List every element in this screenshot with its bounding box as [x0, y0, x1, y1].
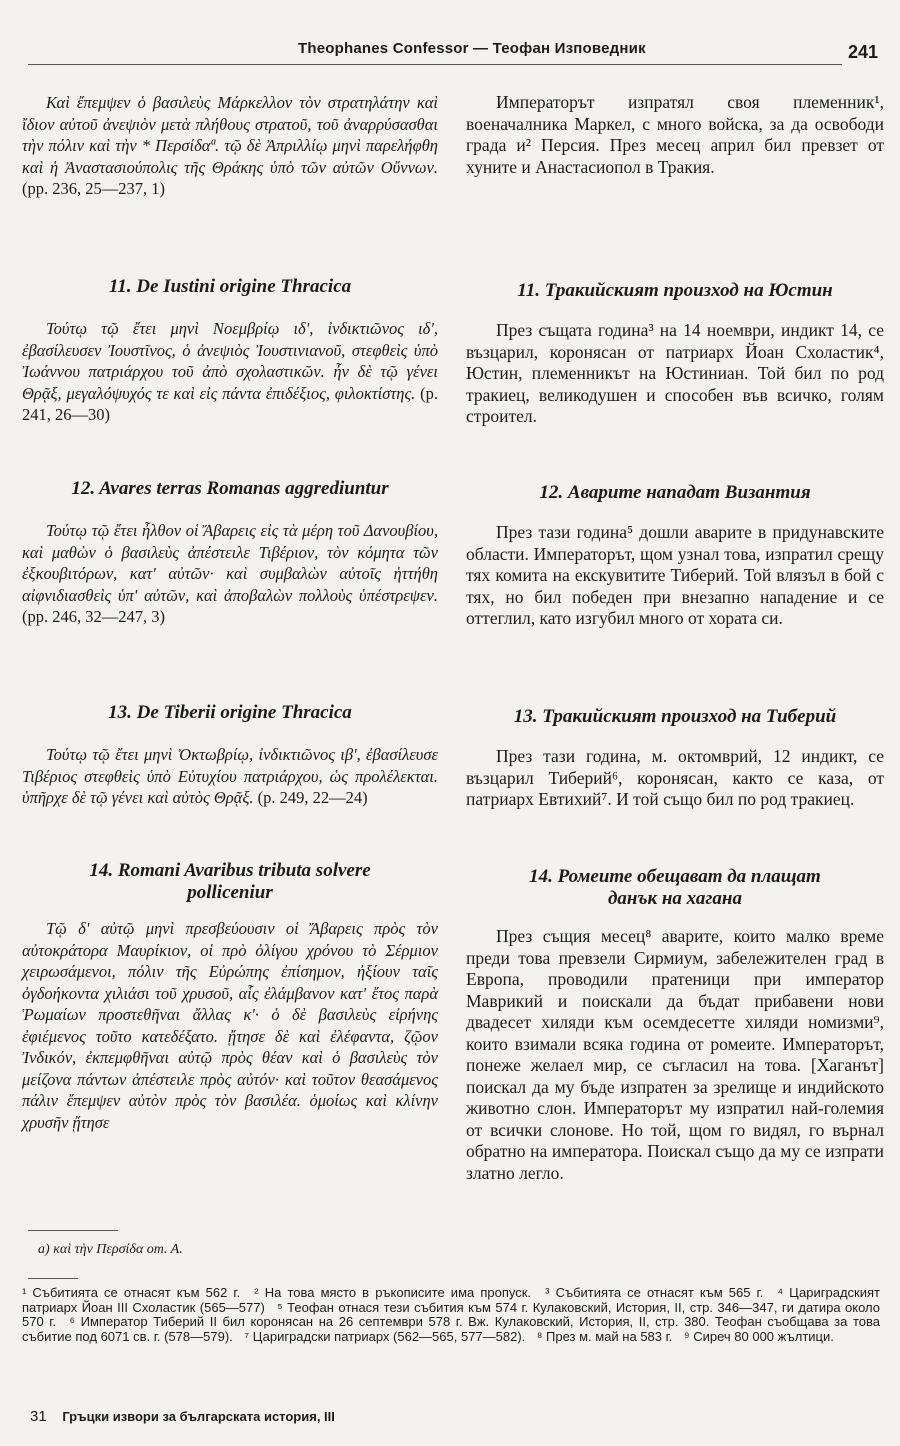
section-12-bg [466, 482, 884, 630]
section-13-bg-text: През тази година, м. октомврий, 12 индикт, се възцарил Тиберий⁶, коронясан, както се каза, от патриарх Евтихий⁷. И той също бил по род тракиец. [466, 746, 884, 809]
section-11-greek [22, 276, 438, 426]
printer-signature [30, 1408, 335, 1425]
section-12-greek [22, 478, 438, 628]
header-rule [28, 64, 842, 65]
intro-greek-ref: (pp. 236, 25—237, 1) [22, 179, 165, 198]
footnote-rule [28, 1278, 78, 1279]
section-14-latin-heading: 14. Romani Avaribus tributa solvere polliceniur [89, 860, 371, 903]
section-14-bg-heading: 14. Ромеите обещават да плащат данък на хагана [529, 866, 821, 909]
section-14-bg-text: През същия месец⁸ аварите, които малко време преди това превзели Сирмиум, забележителен град в Европа, проводили пратеници при император Маврикий и поискали да бъдат прибавени нови двадесет хиляди към осемдесетте хиляди номизми⁹, които взимали всяка година от ромеите. Императорът, понеже желаел мир, се съгласил на това. [Хаганът] поискал да му бъде изпратен за зрелище и индийското животно слон. Императорът му изпратил най-големия от всички слонове. Но той, щом го видял, го върнал обратно на императора. Поискал също да му се изпрати златно легло. [466, 926, 884, 1183]
section-12-latin-heading: 12. Avares terras Romanas aggrediuntur [71, 478, 389, 499]
footnote-5: ⁵ Теофан отнася тези събития към 574 г. Кулаковский, История, II, стр. 346—347, ги датира около 570 г. [22, 1299, 880, 1329]
page-number: 241 [847, 42, 878, 62]
section-11-bg-heading: 11. Тракийският произход на Юстин [517, 280, 833, 301]
section-12-bg-heading: 12. Аварите нападат Византия [539, 482, 811, 503]
footnote-2: ² На това място в ръкописите има пропуск. [254, 1285, 532, 1300]
signature-text: Гръцки извори за българската история, III [62, 1409, 335, 1424]
section-13-bg-heading: 13. Тракийският произход на Тиберий [513, 706, 837, 727]
section-11-bg-text: През същата година³ на 14 ноември, индикт 14, се възцарил, коронясан от патриарх Йоан Схоластик⁴, Юстин, племенникът на Юстиниан. Той бил по род тракиец, великодушен и способен във всичко, голям строител. [466, 320, 884, 426]
signature-number: 31 [30, 1408, 47, 1425]
section-13-greek [22, 702, 438, 809]
section-13-bg [466, 706, 884, 811]
section-11-greek-text: Τούτῳ τῷ ἔτει μηνὶ Νοεμβρίῳ ιδ', ἰνδικτιῶνος ιδ', ἐβασίλευσεν Ἰουστῖνος, ὁ ἀνεψιὸς Ἰουστινιανοῦ, στεφθεὶς ὑπὸ Ἰωάννου πατριάρχου τοῦ ἀπὸ σχολαστικῶν. ἦν δὲ τῷ γένει Θρᾷξ, μεγαλόψυχός τε καὶ εἰς πάντα ἐπιδέξιος, φιλοκτίστης. (p. 241, 26—30) [22, 319, 438, 424]
section-13-greek-text: Τούτῳ τῷ ἔτει μηνὶ Ὀκτωβρίῳ, ἰνδικτιῶνος ιβ', ἐβασίλευσε Τιβέριος στεφθεὶς ὑπὸ Εὐτυχίου πατριάρχου, ὡς προλέλεκται. ὑπῆρχε δὲ τῷ γένει καὶ αὐτὸς Θρᾷξ. (p. 249, 22—24) [22, 745, 438, 807]
intro-greek-text: Καὶ ἔπεμψεν ὁ βασιλεὺς Μάρκελλον τὸν στρατηλάτην καὶ ἴδιον αὐτοῦ ἀνεψιὸν μετὰ πλήθους στρατοῦ, τοῦ ἀναρρύσασθαι τὴν πόλιν καὶ τὴν * Περσίδαª. τῷ δὲ Ἀπριλλίῳ μηνὶ παρελήφθη καὶ ἡ Ἀναστασιούπολις τῆς Θράκης ὑπὸ τῶν αὐτῶν Οὔννων. (pp. 236, 25—237, 1) [22, 93, 438, 198]
running-title: Theophanes Confessor — Теофан Изповедник [298, 40, 646, 57]
footnote-7: ⁷ Цариградски патриарх (562—565, 577—582). [244, 1328, 526, 1344]
intro-greek-block [22, 92, 438, 200]
footnote-8: ⁸ През м. май на 583 г. [536, 1328, 673, 1344]
section-12-bg-text: През тази година⁵ дошли аварите в придунавските области. Императорът, щом узнал това, изпратил срещу тях комита на екскувитите Тиберий. Той влязъл в бой с тях, но бил победен при внезапно нападение и се оттеглил, като изгубил много от хората си. [466, 522, 884, 628]
section-13-latin-heading: 13. De Tiberii origine Thracica [108, 702, 352, 723]
intro-bg-text: Императорът изпратял своя племенник¹, военачалника Маркел, с много войска, за да освободи града и² Персия. През месец април бил превзет от хуните и Анастасиопол в Тракия. [466, 92, 884, 177]
section-12-greek-text: Τούτῳ τῷ ἔτει ἦλθον οἱ Ἄβαρεις εἰς τὰ μέρη τοῦ Δανουβίου, καὶ μαθὼν ὁ βασιλεὺς ἀπέστειλε Τιβέριον, τὸν κόμητα τῶν ἐξκουβιτόρων, κατ' αὐτῶν· καὶ συμβαλὼν αὐτοῖς ἡττήθη αἰφνιδιασθεὶς ὑπ' αὐτῶν, καὶ ἀποβαλὼν πολλοὺς ὑπέστρεψεν. (pp. 246, 32—247, 3) [22, 521, 438, 626]
critical-apparatus-note: a) καὶ τὴν Περσίδα om. A. [38, 1242, 183, 1257]
section-14-greek [22, 860, 438, 1133]
footnote-1: ¹ Събитията се отнасят към 562 г. [22, 1285, 241, 1300]
footnote-9: ⁹ Сиреч 80 000 жълтици. [684, 1328, 834, 1344]
intro-bg-block [466, 92, 884, 178]
footnote-4: ⁴ Цариградският патриарх Йоан III Схоластик (565—577) [22, 1285, 880, 1315]
section-11-bg [466, 280, 884, 428]
apparatus-rule [28, 1230, 118, 1231]
footnote-3: ³ Събитията се отнасят към 565 г. [545, 1285, 764, 1300]
section-14-greek-text: Τῷ δ' αὐτῷ μηνὶ πρεσβεύουσιν οἱ Ἄβαρεις πρὸς τὸν αὐτοκράτορα Μαυρίκιον, οἱ πρὸ ὀλίγου χρόνου τὸ Σέρμιον χειρωσάμενοι, πόλιν τῆς Εὐρώπης ἐπίσημον, ἠξίουν ταῖς ὀγδοήκοντα χιλιάσι τοῦ χρυσοῦ, αἷς ἐλάμβανον κατ' ἔτος παρὰ Ῥωμαίων προστεθῆναι ἄλλας κ'· ὁ δὲ βασιλεὺς εἰρήνης ἐφιέμενος τοῦτο κατεδέξατο. ᾔτησε δὲ καὶ ἐλέφαντα, ζῷον Ἰνδικόν, ἐκπεμφθῆναι αὐτῷ πρὸς θέαν καὶ ὁ βασιλεὺς τὸν μείζονα πάντων ἀπέστειλε πρὸς αὐτόν· καὶ τοῦτον θεασάμενος πάλιν ἔπεμψεν αὐτὸν πρὸς τὸν βασιλέα. ὁμοίως καὶ κλίνην χρυσῆν ᾔτησε [22, 919, 438, 1132]
section-11-latin-heading: 11. De Iustini origine Thracica [108, 276, 352, 297]
footnote-6: ⁶ Император Тиберий II бил коронясан на 26 септември 578 г. Вж. Кулаковский, История, II, стр. 380. Теофан съобщава за това събитие под 6071 св. г. (578—579). [22, 1314, 880, 1344]
section-14-bg [466, 866, 884, 1184]
footnotes [22, 1286, 880, 1344]
page-header [28, 40, 878, 68]
